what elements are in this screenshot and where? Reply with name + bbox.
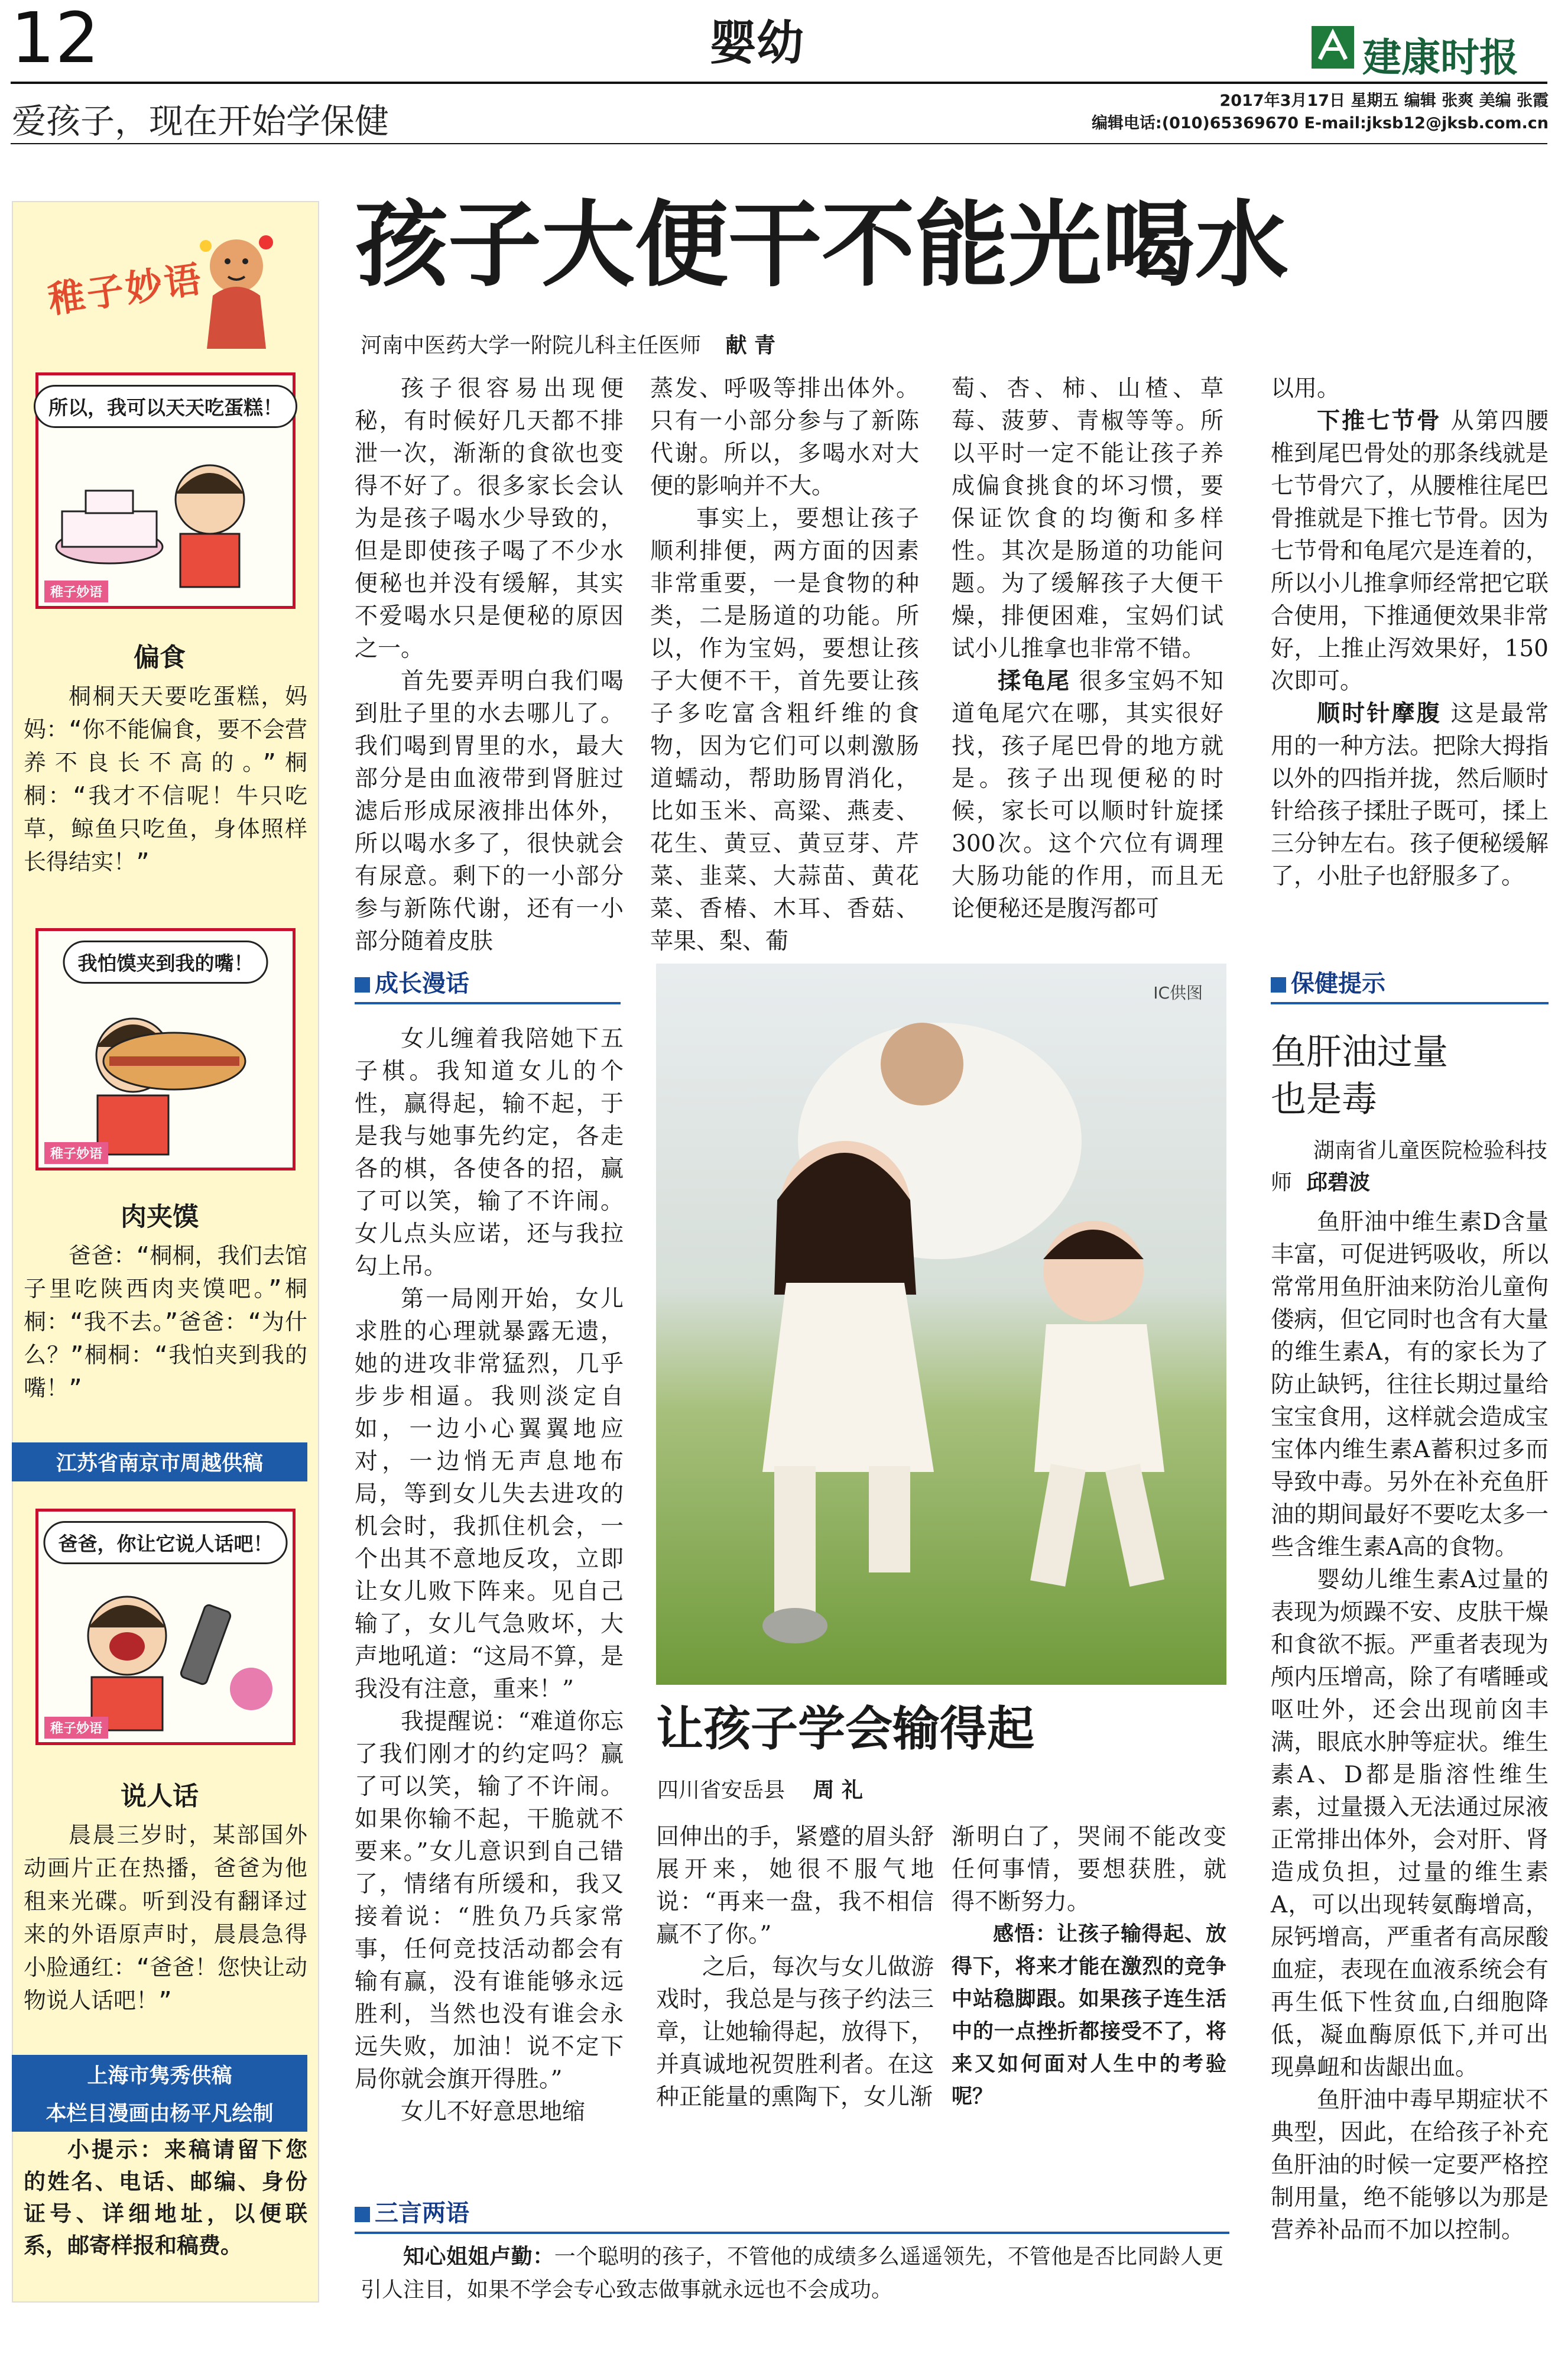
byline-name: 周 礼	[813, 1778, 864, 1802]
section-square-icon	[355, 2207, 370, 2222]
paragraph: 孩子很容易出现便秘，有时候好几天都不排泄一次，渐渐的食欲也变得不好了。很多家长会认为是孩子喝水少导致的，但是即使孩子喝了不少水便秘也并没有缓解，其实不爱喝水只是便秘的原因之一。	[355, 375, 624, 662]
main-headline: 孩子大便干不能光喝水	[355, 191, 1288, 300]
paragraph: 事实上，要想让孩子顺利排便，两方面的因素非常重要，一是食物的种类，二是肠道的功能。所以，作为宝妈，要想让孩子大便不干，首先要让孩子多吃富含粗纤维的食物，因为它们可以刺激肠道蠕动，帮助肠胃消化，比如玉米、高粱、燕麦、花生、黄豆、黄豆芽、芹菜、韭菜、大蒜苗、黄花菜、香椿、木耳、香菇、苹果、梨、葡	[650, 505, 919, 955]
paragraph: 婴幼儿维生素A过量的表现为烦躁不安、皮肤干燥和食欲不振。严重者表现为颅内压增高，除了有嗜睡或呕吐外，还会出现前囟丰满，眼底水肿等症状。维生素A、D都是脂溶性维生素，过量摄入无法通过尿液正常排出体外，会对肝、肾造成负担，过量的维生素A，可以出现转氨酶增高，尿钙增高，严重者有高尿酸血症，表现在血液系统会有再生低下性贫血,白细胞降低，凝血酶原低下,并可出现鼻衄和齿龈出血。	[1271, 1567, 1549, 2081]
paragraph: 以用。	[1271, 375, 1340, 402]
paragraph: 揉龟尾 很多宝妈不知道龟尾穴在哪，其实很好找，孩子尾巴骨的地方就是。孩子出现便秘的时候，家长可以顺时针旋揉300次。这个穴位有调理大肠功能的作用，而且无论便秘还是腹泻都可	[952, 668, 1223, 922]
comic-text: 晨晨三岁时，某部国外动画片正在热播，爸爸为他租来光碟。听到没有翻译过来的外语原声时，晨晨急得小脸通红：“爸爸！您快让动物说人话吧！”	[24, 1822, 307, 2013]
source-credit: 上海市隽秀供稿	[12, 2055, 307, 2094]
byline-org: 四川省安岳县	[657, 1778, 786, 1802]
section-square-icon	[355, 977, 370, 993]
lead-term: 揉龟尾	[998, 668, 1071, 695]
child-shouting-remote-icon	[44, 1571, 293, 1736]
child-eating-cake-icon	[44, 435, 293, 600]
main-col-3	[952, 372, 1223, 925]
comic-text: 桐桐天天要吃蛋糕，妈妈：“你不能偏食，要不会营养不良长不高的。”桐桐：“我才不信呢！牛只吃草，鲸鱼只吃鱼，身体照样长得结实！”	[24, 683, 307, 875]
editor-contact: 编辑电话:(010)65369670 E-mail:jksb12@jksb.com.cn	[1091, 114, 1549, 132]
comic-tag: 稚子妙语	[44, 1142, 108, 1164]
section-square-icon	[1271, 977, 1286, 993]
main-byline	[361, 329, 775, 359]
paragraph: 之后，每次与女儿做游戏时，我总是与孩子约法三章，让她输得起，放得下，并真诚地祝贺胜利者。在这种正能量的熏陶下，女儿渐	[656, 1954, 934, 2110]
comic-tag: 稚子妙语	[44, 581, 108, 602]
growth-title: 让孩子学会输得起	[656, 1701, 1034, 1756]
speech-bubble: 爸爸，你让它说人话吧！	[44, 1521, 288, 1564]
children-running-photo-icon	[656, 964, 1226, 1685]
paragraph: 鱼肝油中维生素D含量丰富，可促进钙吸收，所以常常用鱼肝油来防治儿童佝偻病，但它同时也含有大量的维生素A，有的家长为了防止缺钙，往往长期过量给宝宝食用，这样就会造成宝宝体内维生素A蓄积过多而导致中毒。另外在补充鱼肝油的期间最好不要吃太多一些含维生素A高的食物。	[1271, 1209, 1549, 1561]
quote-label: 知心姐姐卢勤：	[403, 2245, 554, 2269]
illustration-credit: 本栏目漫画由杨平凡绘制	[12, 2093, 307, 2132]
lead-term: 顺时针摩腹	[1317, 701, 1442, 727]
main-col-2	[650, 372, 919, 958]
sidebar-header	[47, 225, 284, 367]
growth-byline	[657, 1773, 863, 1804]
photo-credit: IC供图	[1153, 983, 1203, 1003]
paper-logo-icon	[1309, 24, 1356, 71]
sidebar-header-title: 稚子妙语	[45, 257, 206, 322]
growth-col-1	[355, 1023, 624, 2128]
health-title	[1271, 1029, 1448, 1123]
health-byline	[1271, 1135, 1549, 1199]
paragraph: 女儿缠着我陪她下五子棋。我知道女儿的个性，赢得起，输不起，于是我与她事先约定，各走各的棋，各使各的招，赢了可以笑，输了不许闹。女儿点头应诺，还与我拉勾上吊。	[355, 1026, 624, 1280]
paragraph: 渐明白了，哭闹不能改变任何事情，要想获胜，就得不断努力。	[952, 1824, 1226, 1915]
paper-logo	[1309, 24, 1546, 80]
comic-tag: 稚子妙语	[44, 1717, 108, 1739]
paragraph: 萄、杏、柿、山楂、草莓、菠萝、青椒等等。所以平时一定不能让孩子养成偏食挑食的坏习惯，要保证饮食的均衡和多样性。其次是肠道的功能问题。为了缓解孩子大便干燥，排便困难，宝妈们试试小儿推拿也非常不错。	[952, 375, 1223, 662]
paragraph: 蒸发、呼吸等排出体外。只有一小部分参与了新陈代谢。所以，多喝水对大便的影响并不大。	[650, 375, 919, 500]
paragraph: 顺时针摩腹 这是最常用的一种方法。把除大拇指以外的四指并拢，然后顺时针给孩子揉肚子既可，揉上三分钟左右。孩子便秘缓解了，小肚子也舒服多了。	[1271, 701, 1549, 890]
section-title: 婴幼	[709, 15, 804, 70]
paragraph: 我提醒说：“难道你忘了我们刚才的约定吗？赢了可以笑，输了不许闹。如果你输不起，干脆就不要来。”女儿意识到自己错了，情绪有所缓和，我又接着说：“胜负乃兵家常事，任何竞技活动都会有输有赢，没有谁能够永远胜利，当然也没有谁会永远失败，加油！说不定下局你就会旗开得胜。”	[355, 1708, 624, 2093]
masthead-rule	[11, 82, 1547, 84]
section-header-health: 保健提示	[1271, 964, 1549, 1004]
quote-box	[361, 2240, 1223, 2307]
byline-org: 湖南省儿童医院检验科技师	[1271, 1139, 1548, 1195]
paragraph: 回伸出的手，紧蹙的眉头舒展开来，她很不服气地说：“再来一盘，我不相信赢不了你。”	[656, 1824, 934, 1948]
section-header-growth: 成长漫话	[355, 964, 621, 1004]
page-number: 12	[11, 0, 100, 79]
paragraph: 女儿不好意思地缩	[401, 2099, 586, 2125]
comic-title: 偏食	[134, 643, 186, 673]
speech-bubble: 所以，我可以天天吃蛋糕！	[34, 385, 297, 428]
photo-children-running	[656, 964, 1226, 1685]
paragraph: 第一局刚开始，女儿求胜的心理就暴露无遗，她的进攻非常猛烈，几乎步步相逼。我则淡定自如，一边小心翼翼地应对，一边悄无声息地布局，等到女儿失去进攻的机会时，我抓住机会，一个出其不意地反攻，立即让女儿败下阵来。见自己输了，女儿气急败坏，大声地吼道：“这局不算，是我没有注意，重来！”	[355, 1286, 624, 1703]
comic-panel	[35, 1509, 296, 1745]
health-title-line: 也是毒	[1271, 1079, 1377, 1120]
paragraph: 下推七节骨 从第四腰椎到尾巴骨处的那条线就是七节骨穴了，从腰椎往尾巴骨推就是下推七节骨。因为七节骨和龟尾穴是连着的，所以小儿推拿师经常把它联合使用，下推通便效果非常好，上推止泻效果好，150次即可。	[1271, 408, 1549, 695]
slogan: 爱孩子，现在开始学保健	[12, 101, 390, 141]
masthead-rule-bottom	[11, 143, 1547, 144]
gain-paragraph	[952, 1918, 1226, 2113]
main-col-1	[355, 372, 624, 958]
health-body	[1271, 1206, 1549, 2246]
section-header-quote: 三言两语	[355, 2193, 1229, 2234]
growth-col-3	[952, 1821, 1226, 2113]
submission-tip: 小提示：来稿请留下您的姓名、电话、邮编、身份证号、详细地址，以便联系，邮寄样报和稿费。	[24, 2137, 307, 2258]
main-col-4	[1271, 372, 1549, 893]
growth-col-2	[656, 1821, 934, 2113]
issue-info: 2017年3月17日 星期五 编辑 张爽 美编 张霞	[1219, 92, 1549, 110]
gain-text: 让孩子输得起、放得下，将来才能在激烈的竞争中站稳脚跟。如果孩子连生活中的一点挫折都接受不了，将来又如何面对人生中的考验呢？	[952, 1922, 1226, 2109]
source-credit: 江苏省南京市周越供稿	[12, 1442, 307, 1481]
paragraph: 首先要弄明白我们喝到肚子里的水去哪儿了。我们喝到胃里的水，最大部分是由血液带到肾脏过滤后形成尿液排出体外，所以喝水多了，很快就会有尿意。剩下的一小部分参与新陈代谢，还有一小部分随着皮肤	[355, 668, 624, 955]
paragraph: 鱼肝油中毒早期症状不典型，因此，在给孩子补充鱼肝油的时候一定要严格控制用量，绝不能够以为那是营养补品而不加以控制。	[1271, 2087, 1549, 2243]
comic-panel	[35, 928, 296, 1170]
quote-text: 一个聪明的孩子，不管他的成绩多么遥遥领先，不管他是否比同龄人更引人注目，如果不学会专心致志做事就永远也不会成功。	[361, 2245, 1223, 2302]
speech-bubble: 我怕馍夹到我的嘴！	[63, 941, 268, 984]
byline-org: 河南中医药大学一附院儿科主任医师	[361, 333, 702, 358]
byline-name: 邱碧波	[1306, 1170, 1371, 1195]
comic-title: 说人话	[121, 1781, 199, 1811]
comic-text: 爸爸：“桐桐，我们去馆子里吃陕西肉夹馍吧。”桐桐：“我不去。”爸爸：“为什么？”桐桐：“我怕夹到我的嘴！”	[24, 1243, 307, 1401]
comic-title: 肉夹馍	[121, 1202, 199, 1232]
byline-name: 献 青	[725, 333, 776, 358]
health-title-line: 鱼肝油过量	[1271, 1032, 1448, 1073]
comic-panel	[35, 372, 296, 609]
paper-name: 建康时报	[1362, 35, 1518, 80]
child-eating-sandwich-icon	[44, 990, 293, 1162]
gain-label: 感悟：	[993, 1922, 1057, 1946]
lead-term: 下推七节骨	[1317, 408, 1442, 435]
